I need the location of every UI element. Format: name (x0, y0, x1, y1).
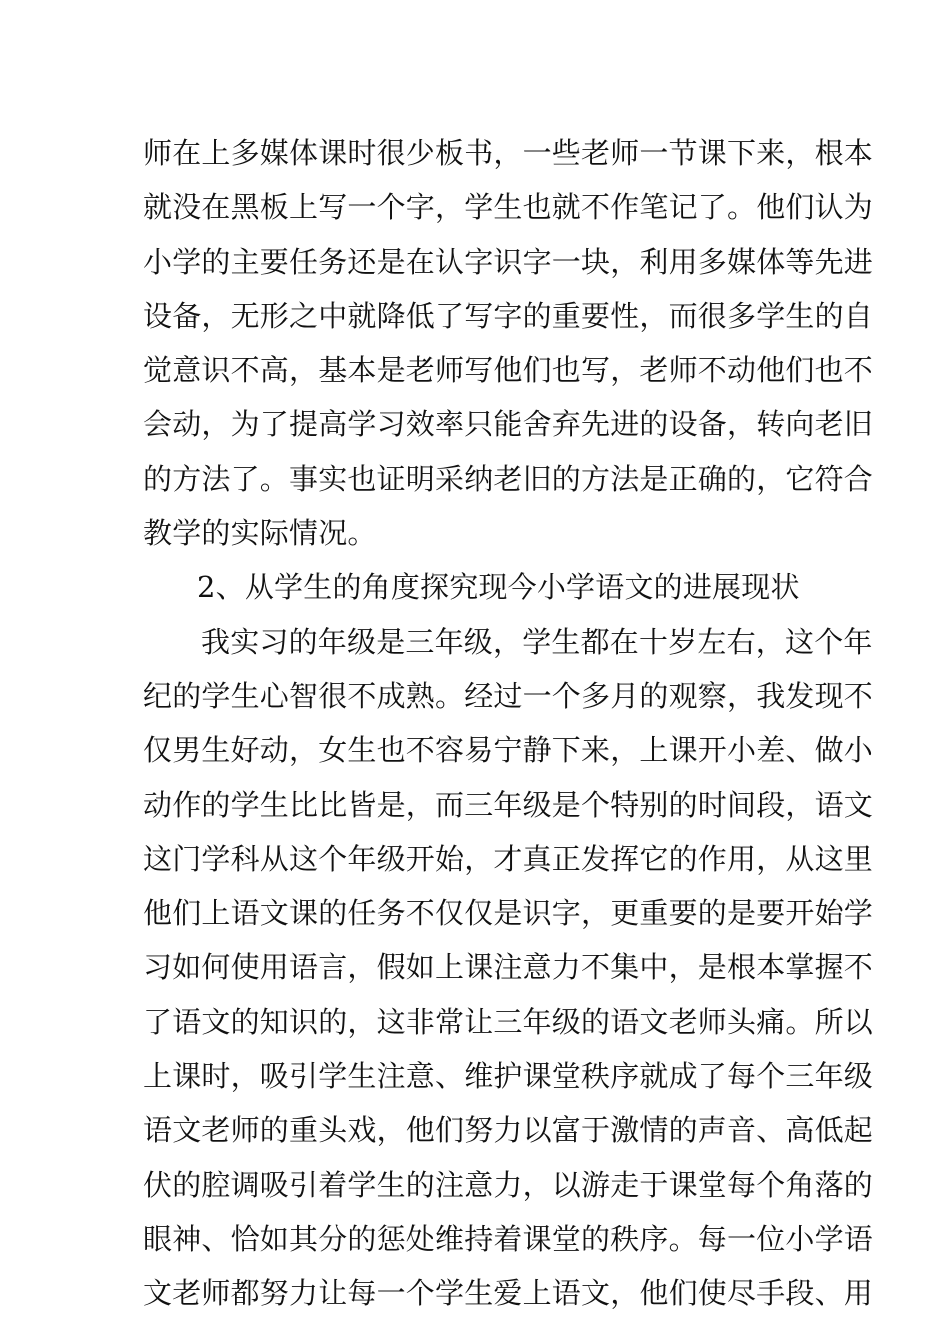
text-line: 这门学科从这个年级开始，才真正发挥它的作用，从这里 (143, 841, 874, 876)
text-line: 的方法了。事实也证明采纳老旧的方法是正确的，它符合 (143, 461, 874, 496)
document-body (143, 126, 874, 1321)
text-line: 上课时，吸引学生注意、维护课堂秩序就成了每个三年级 (143, 1059, 874, 1094)
text-line: 教学的实际情况。 (143, 516, 377, 551)
text-line: 会动，为了提高学习效率只能舍弃先进的设备，转向老旧 (143, 407, 874, 442)
text-line: 动作的学生比比皆是，而三年级是个特别的时间段，语文 (143, 787, 874, 822)
text-line: 小学的主要任务还是在认字识字一块，利用多媒体等先进 (143, 244, 874, 279)
text-line: 仅男生好动，女生也不容易宁静下来，上课开小差、做小 (143, 733, 874, 768)
text-line: 伏的腔调吸引着学生的注意力，以游走于课堂每个角落的 (143, 1167, 874, 1202)
text-line: 了语文的知识的，这非常让三年级的语文老师头痛。所以 (143, 1004, 874, 1039)
text-line: 觉意识不高，基本是老师写他们也写，老师不动他们也不 (143, 353, 874, 388)
text-line: 师在上多媒体课时很少板书，一些老师一节课下来，根本 (143, 136, 874, 170)
text-line: 文老师都努力让每一个学生爱上语文，他们使尽手段、用 (143, 1276, 874, 1311)
section-heading: 2、从学生的角度探究现今小学语文的进展现状 (197, 570, 800, 605)
paragraph-first-line: 我实习的年级是三年级，学生都在十岁左右，这个年 (201, 624, 873, 659)
text-line: 眼神、恰如其分的惩处维持着课堂的秩序。每一位小学语 (143, 1221, 874, 1256)
text-line: 习如何使用语言，假如上课注意力不集中，是根本掌握不 (143, 950, 874, 985)
text-line: 设备，无形之中就降低了写字的重要性，而很多学生的自 (143, 298, 874, 333)
text-line: 语文老师的重头戏，他们努力以富于激情的声音、高低起 (143, 1113, 874, 1148)
text-line: 他们上语文课的任务不仅仅是识字，更重要的是要开始学 (143, 896, 874, 931)
text-line: 就没在黑板上写一个字，学生也就不作笔记了。他们认为 (143, 190, 874, 225)
text-line: 纪的学生心智很不成熟。经过一个多月的观察，我发现不 (143, 678, 874, 713)
